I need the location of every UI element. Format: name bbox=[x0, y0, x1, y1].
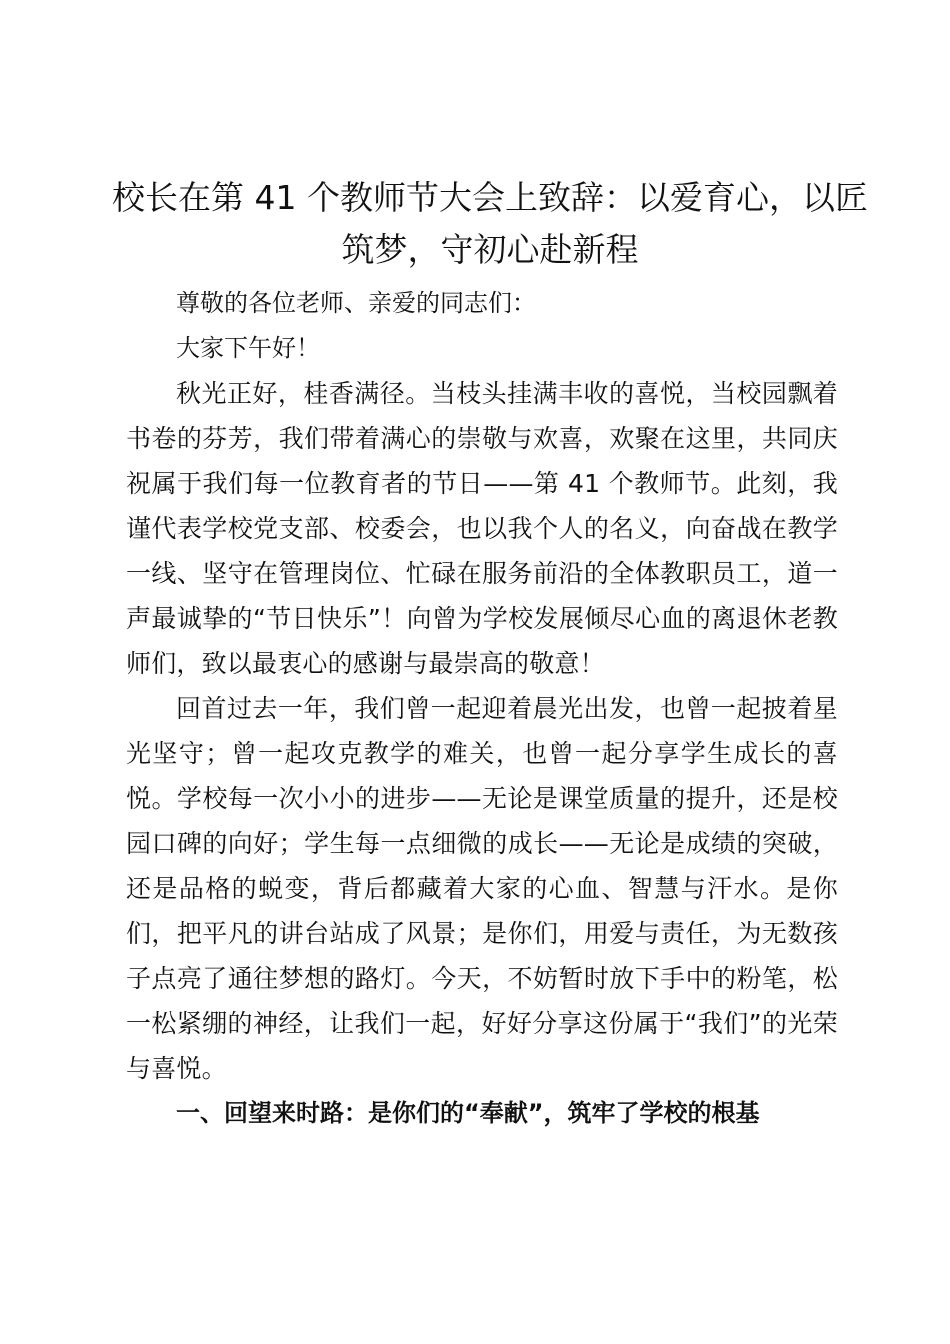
greeting: 大家下午好！ bbox=[176, 334, 320, 362]
section-heading: 一、回望来时路：是你们的“奉献”，筑牢了学校的根基 bbox=[176, 1099, 760, 1127]
salutation: 尊敬的各位老师、亲爱的同志们： bbox=[176, 289, 536, 317]
paragraph-review: 回首过去一年，我们曾一起迎着晨光出发，也曾一起披着星光坚守；曾一起攻克教学的难关，也曾一起分享学生成长的喜悦。学校每一次小小的进步——无论是课堂质量的提升，还是校园口碑的向好；学生每一点细微的成长——无论是成绩的突破，还是品格的蜕变，背后都藏着大家的心血、智慧与汗水。是你们，把平凡的讲台站成了风景；是你们，用爱与责任，为无数孩子点亮了通往梦想的路灯。今天，不妨暂时放下手中的粉笔，松一松紧绷的神经，让我们一起，好好分享这份属于“我们”的光荣与喜悦。 bbox=[126, 694, 838, 1083]
paragraph-opening: 秋光正好，桂香满径。当枝头挂满丰收的喜悦，当校园飘着书卷的芬芳，我们带着满心的崇敬与欢喜，欢聚在这里，共同庆祝属于我们每一位教育者的节日——第 41 个教师节。此刻，我谨代表学校党支部、校委会，也以我个人的名义，向奋战在教学一线、坚守在管理岗位、忙碌在服务前沿的全体教职员工，道一声最诚挚的“节日快乐”！向曾为学校发展倾尽心血的离退休老教师们，致以最衷心的感谢与最崇高的敬意！ bbox=[126, 379, 838, 678]
document-body bbox=[126, 281, 838, 1136]
document-title: 校长在第 41 个教师节大会上致辞：以爱育心，以匠筑梦，守初心赴新程 bbox=[112, 178, 868, 269]
